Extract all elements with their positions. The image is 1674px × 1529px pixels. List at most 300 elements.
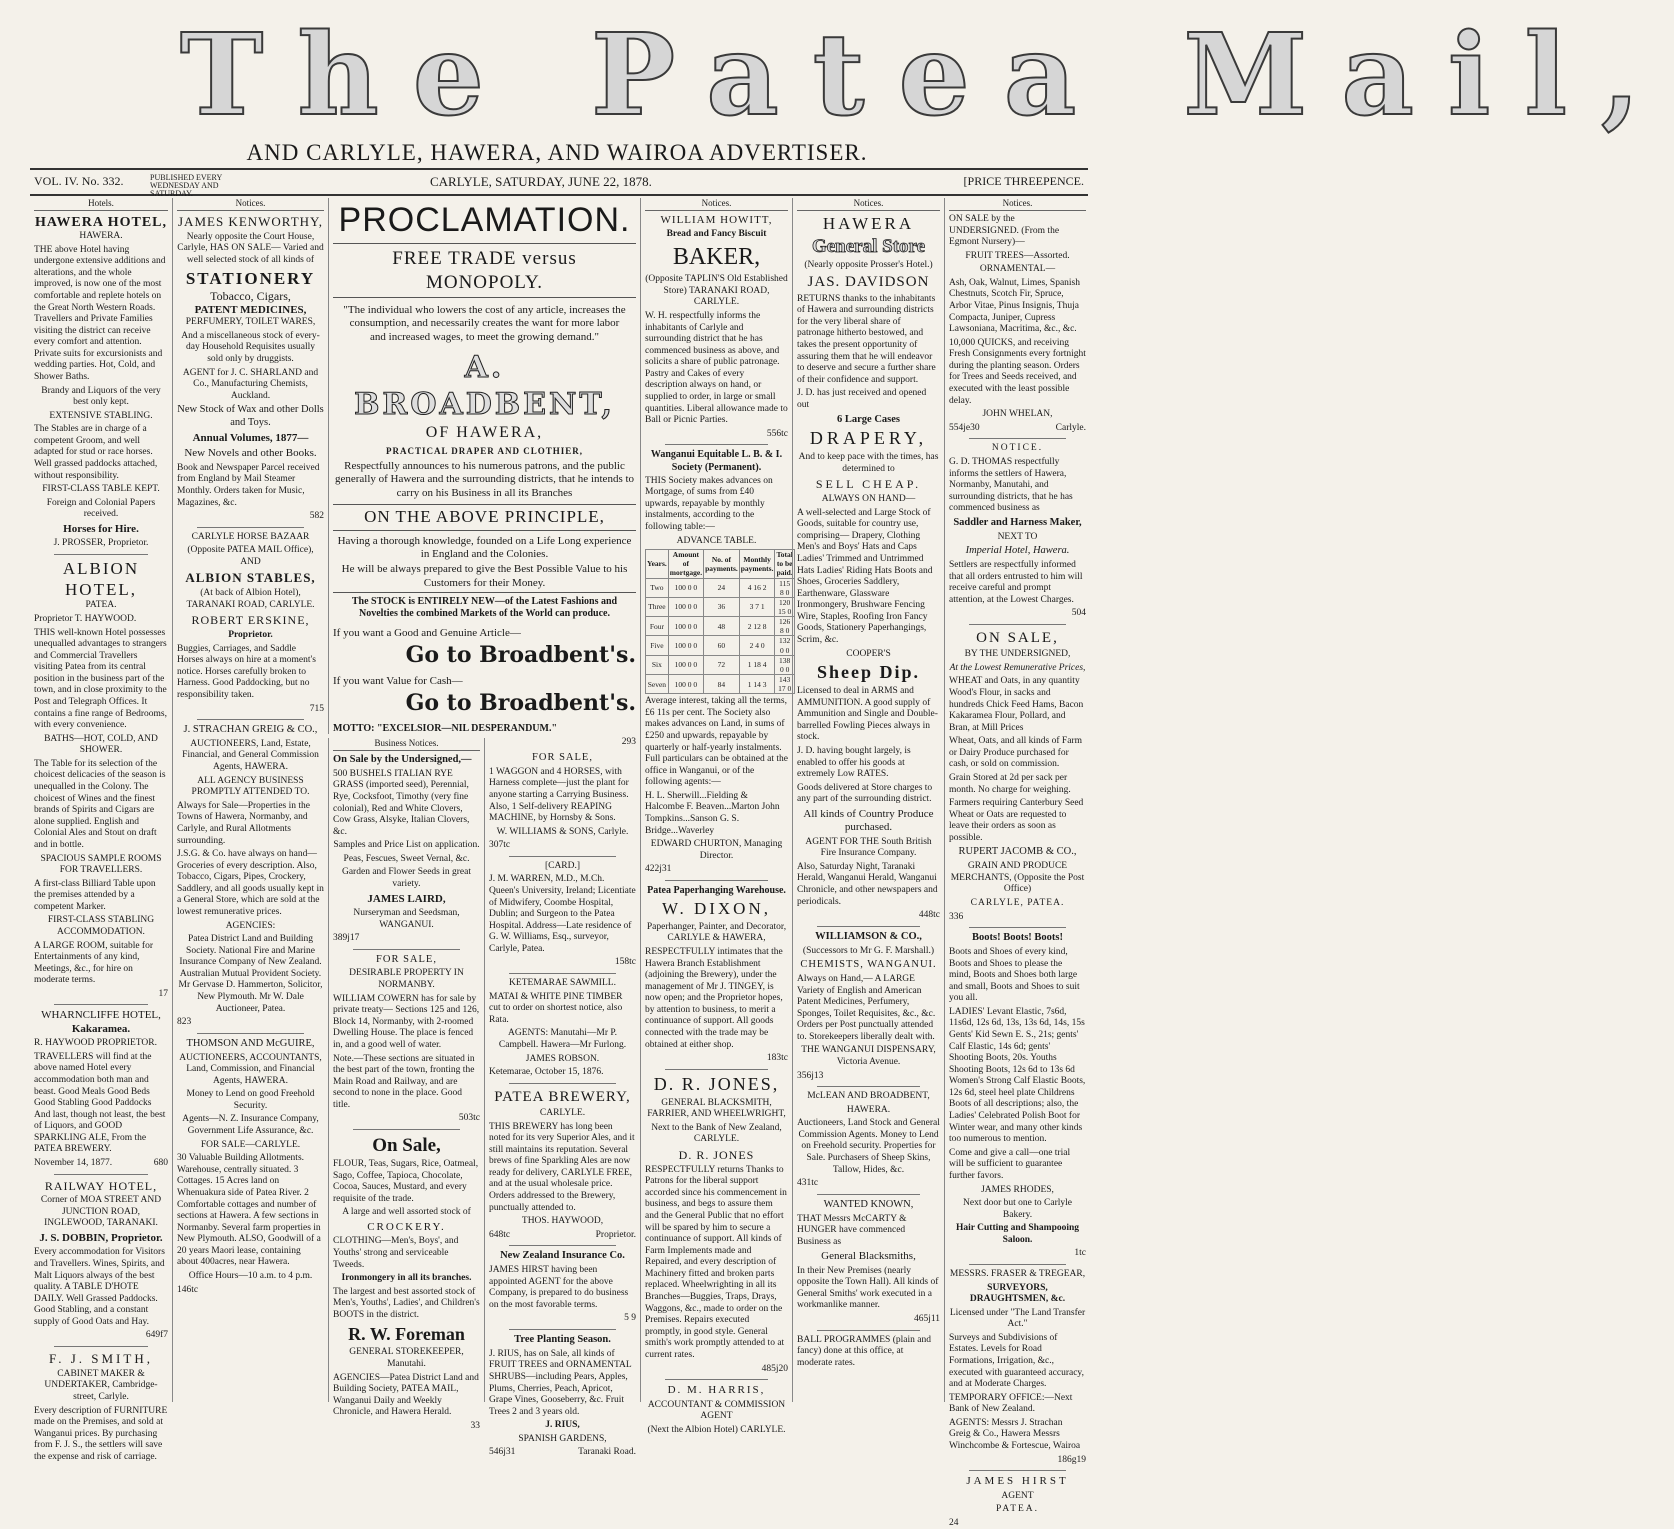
divider <box>817 926 920 927</box>
bazaar-proprietor: Proprietor. <box>228 630 273 641</box>
rhodes-hair: Hair Cutting and Shampooing Saloon. <box>955 1223 1080 1245</box>
hirst-ref: 24 <box>949 1517 959 1528</box>
bazaar-proprietor-name: ROBERT ERSKINE, <box>191 613 310 628</box>
greig-agencies: AGENCIES: <box>225 920 276 931</box>
table-header: No. of payments. <box>704 550 740 578</box>
table-cell: 1 18 4 <box>739 655 775 674</box>
davidson-also: Also, Saturday Night, Taranaki Herald, Wanganui Herald, Wanganui Chronicle, and other newspapers and periodicals. <box>797 861 938 907</box>
harris-title: D. M. HARRIS, <box>667 1384 766 1397</box>
table-cell: Two <box>646 578 669 597</box>
bazaar-albion: ALBION STABLES, <box>185 570 316 586</box>
rhodes-name: JAMES RHODES, <box>981 1184 1054 1195</box>
rhodes-boots-head: Boots! Boots! Boots! <box>972 932 1063 944</box>
howitt-bread: Bread and Fancy Biscuit <box>666 229 767 240</box>
albion-hotel-proprietor: Proprietor T. HAYWOOD. <box>34 613 137 624</box>
jacomb-wheat2: Wheat, Oats, and all kinds of Farm or Dairy Produce purchased for cash, or sold on commission. <box>949 736 1082 770</box>
albion-hotel-body: THIS well-known Hotel possesses unequalled advantages to strangers and Commercial Travellers visiting Patea from its central position in the business part of the town, and in close proximity to the Post and Telegraph Offices. It contains a fine range of Bedrooms, with every convenience. <box>34 627 167 731</box>
newspaper-subtitle: AND CARLYLE, HAWERA, AND WAIROA ADVERTISER. <box>246 140 868 165</box>
fraser-ref: 186g19 <box>1057 1454 1086 1465</box>
albion-hotel-place: PATEA. <box>85 600 117 611</box>
broadbent-name: A. BROADBENT, <box>354 350 615 422</box>
davidson-coopers: COOPER'S <box>846 648 891 659</box>
hirst-agent: AGENT <box>1001 1490 1034 1501</box>
howitt-baker: BAKER, <box>672 243 761 270</box>
table-cell: 84 <box>704 674 740 693</box>
ball-programmes: BALL PROGRAMMES (plain and fancy) done at this office, at moderate rates. <box>797 1334 931 1368</box>
albion-hotel-baths: BATHS—HOT, COLD, AND SHOWER. <box>44 733 158 756</box>
wharncliffe-hotel-title: WHARNCLIFFE HOTEL, <box>41 1009 161 1022</box>
broadbent-want-value: If you want Value for Cash— <box>333 674 463 687</box>
railway-hotel-title: RAILWAY HOTEL, <box>44 1178 158 1193</box>
davidson-recv: J. D. has just received and opened out <box>797 388 927 410</box>
nz-insurance-body: JAMES HIRST having been appointed AGENT for the above Company, is prepared to do business on the most favorable terms. <box>489 1265 629 1310</box>
albion-hotel-room: A LARGE ROOM, suitable for Entertainments of any kind, Meetings, &c., for hire on moderate terms. <box>34 940 154 986</box>
thomas-ref: 504 <box>1071 608 1086 619</box>
rius-footer <box>489 1447 636 1459</box>
thomas-imperial: Imperial Hotel, Hawera. <box>965 545 1070 557</box>
wanganui-society-avg: Average interest, taking all the terms, £6 11s per cent. The Society also makes advances on Land, in sums of £250 and upwards, repayable by quarterly or half-yearly instalments. Full particulars can be obtained at the office in Wanganui, or of the following agents:— <box>645 696 788 788</box>
laird-ref: 389j17 <box>333 933 360 944</box>
table-header: Years. <box>646 550 669 578</box>
smith-trade: CABINET MAKER & UNDERTAKER, Cambridge-street, Carlyle. <box>44 1368 158 1403</box>
wharncliffe-ref: 680 <box>153 1158 168 1169</box>
laird-name: JAMES LAIRD, <box>367 892 446 905</box>
davidson-name: JAS. DAVIDSON <box>807 274 930 291</box>
issue-date: CARLYLE, SATURDAY, JUNE 22, 1878. <box>430 174 652 189</box>
jacomb-trade: GRAIN AND PRODUCE MERCHANTS, (Opposite the Post Office) <box>950 861 1085 895</box>
store-name: General Store <box>811 235 926 257</box>
whelan-quicks: 10,000 QUICKS, and receiving Fresh Consignments every fortnight during the planting season. Orders for Trees and Seeds received, and executed with the least possible delay. <box>949 337 1086 406</box>
table-cell: 36 <box>704 597 740 616</box>
wanganui-society-title: Wanganui Equitable L. B. & I. Society (Permanent). <box>650 449 783 473</box>
davidson-body: RETURNS thanks to the inhabitants of Hawera and surrounding districts for the very liberal share of patronage hitherto bestowed, and takes the present opportunity of assuring them that he will endeavor to deserve and secure a further share of their confidence and support. <box>797 293 936 385</box>
divider <box>665 1379 768 1380</box>
railway-hotel-address: Corner of MOA STREET AND JUNCTION ROAD, INGLEWOOD, TARANAKI. <box>40 1195 162 1229</box>
hawera-hotel-horses: Horses for Hire. <box>63 522 139 535</box>
cowern-forsale: FOR SALE, <box>376 953 437 965</box>
brewery-place: CARLYLE. <box>539 1107 586 1118</box>
dixon-name: W. DIXON, <box>661 899 771 919</box>
thomson-body: 30 Valuable Building Allotments. Warehouse, centrally situated. 3 Cottages. 15 Acres land on Whenuakura side of Patea River. 2 Comfortable cottages and number of sections at Hawera. A few sections in Normanby. Several farm properties in New Plymouth. ALSO, Goodwill of a 20 years Maori lease, containing about 400acres, near Hawera. <box>177 1153 321 1268</box>
table-cell: 24 <box>704 578 740 597</box>
whelan-ornamental: ORNAMENTAL— <box>979 264 1056 275</box>
wanted-body: THAT Messrs McCARTY & HUNGER have commenced Business as <box>797 1213 907 1247</box>
cowern-body: WILLIAM COWERN has for sale by private treaty— Sections 125 and 126, Block 14, Normanby, with 2-roomed Dwelling House. The place is fenced in, and a good well of water. <box>333 993 480 1050</box>
hirst-title: JAMES HIRST <box>966 1475 1069 1488</box>
column-heading: Notices. <box>177 198 324 211</box>
table-cell: 48 <box>704 617 740 636</box>
albion-hotel-sample: SPACIOUS SAMPLE ROOMS FOR TRAVELLERS. <box>40 853 162 876</box>
table-cell: 100 0 0 <box>668 597 703 616</box>
thomas-saddler: Saddler and Harness Maker, <box>953 516 1082 528</box>
divider <box>54 1346 148 1347</box>
williams-name: W. WILLIAMS & SONS, Carlyle. <box>496 826 629 837</box>
harris-address: (Next the Albion Hotel) CARLYLE. <box>647 1424 786 1435</box>
kenworthy-body: And a miscellaneous stock of every-day Household Requisites usually sold only by druggists. <box>181 330 320 365</box>
foreman-storekeeper: GENERAL STOREKEEPER, Manutahi. <box>349 1347 464 1370</box>
divider <box>509 1329 616 1330</box>
foreman-ironmongery: Ironmongery in all its branches. <box>341 1273 472 1284</box>
rye-samples: Samples and Price List on application. <box>333 840 480 851</box>
nz-insurance-ref: 5 9 <box>624 1313 636 1324</box>
greig-title: J. STRACHAN GREIG & CO., <box>183 724 318 736</box>
table-cell: 4 16 2 <box>739 578 775 597</box>
kenworthy-wax: New Stock of Wax and other Dolls and Toys. <box>177 404 324 429</box>
davidson-onhand: ALWAYS ON HAND— <box>821 494 916 505</box>
advance-table-title: ADVANCE TABLE. <box>676 535 757 546</box>
bazaar-address: (Opposite PATEA MAIL Office), AND <box>187 545 314 567</box>
hawera-hotel-proprietor: J. PROSSER, Proprietor. <box>53 538 149 549</box>
thomas-intro: G. D. THOMAS respectfully informs the settlers of Hawera, Normanby, Manutahi, and surrounding districts, that he has commenced business as <box>949 456 1073 514</box>
rius-address: Taranaki Road. <box>578 1447 636 1458</box>
table-row <box>646 674 795 693</box>
hawera-hotel-stabling: EXTENSIVE STABLING. <box>49 410 153 421</box>
davidson-onhand-body: A well-selected and Large Stock of Goods, suitable for country use, comprising— Drapery, Clothing Men's and Boys' Hats and Caps Ladies' Trimmed and Untrimmed Hats Ladies' Riding Hats Boots and Shoes, Groceries Saddlery, Earthenware, Glassware Ironmongery, Brushware Fencing Wire, Staples, Roofing Iron Fancy Goods, Stationery Paperhangings, Scrim, &c. <box>797 507 933 645</box>
foreman-crockery: CROCKERY. <box>367 1221 446 1234</box>
column-heading: Hotels. <box>34 198 168 211</box>
wanted-title: WANTED KNOWN, <box>823 1198 914 1210</box>
sawmill-robson: JAMES ROBSON. <box>525 1053 600 1064</box>
jacomb-place: CARLYLE, PATEA. <box>970 897 1065 908</box>
albion-hotel-ref: 17 <box>158 988 168 999</box>
column-notices-1 <box>172 198 328 1402</box>
whelan-footer <box>949 423 1086 435</box>
rye-onsale: On Sale by the Undersigned,— <box>333 753 472 765</box>
howitt-title: WILLIAM HOWITT, <box>660 213 773 226</box>
foreman-boots: The largest and best assorted stock of Men's, Youths', Ladies', and Children's BOOTS in the district. <box>333 1286 480 1320</box>
foreman-flour: FLOUR, Teas, Sugars, Rice, Oatmeal, Sago, Coffee, Tapioca, Chocolate, Cocoa, Sauces, Mustard, and every requisite of the trade. <box>333 1159 479 1204</box>
wanganui-society-ref: 422j31 <box>645 864 672 875</box>
laird-trade: Nurseryman and Seedsman, WANGANUI. <box>353 907 460 930</box>
broadbent-goto-1: Go to Broadbent's. <box>405 642 636 669</box>
kenworthy-tobacco: Tobacco, Cigars, <box>210 289 291 304</box>
sawmill-title: KETEMARAE SAWMILL. <box>509 978 616 989</box>
thomson-agents: Agents—N. Z. Insurance Company, Government Life Assurance, &c. <box>182 1114 319 1137</box>
table-cell: Three <box>646 597 669 616</box>
albion-hotel-stabling: FIRST-CLASS STABLING ACCOMMODATION. <box>47 915 155 937</box>
store-address: (Nearly opposite Prosser's Hotel.) <box>804 259 933 270</box>
foreman-name: R. W. Foreman <box>348 1323 465 1344</box>
mclean-ref: 431tc <box>797 1178 819 1189</box>
brewery-ref: 648tc <box>489 1229 511 1240</box>
rius-ref: 546j31 <box>489 1447 516 1458</box>
divider <box>54 1174 148 1175</box>
rye-body: 500 BUSHELS ITALIAN RYE GRASS (imported seed), Perennial, Rye, Cocksfoot, Timothy (very fine colonial), Red and White Clovers, Cow Grass, Alsyke, Italian Clovers, &c. <box>333 768 470 837</box>
table-cell: 1 14 3 <box>739 674 775 693</box>
davidson-sheep-dip: Sheep Dip. <box>816 662 921 683</box>
kenworthy-title: JAMES KENWORTHY, <box>178 213 323 229</box>
table-cell: 100 0 0 <box>668 674 703 693</box>
davidson-delivered: Goods delivered at Store charges to any part of the surrounding district. <box>797 782 933 805</box>
divider <box>817 1330 920 1331</box>
davidson-agent: AGENT FOR THE South British Fire Insurance Company. <box>805 836 932 859</box>
brewery-title: PATEA BREWERY, <box>494 1088 631 1105</box>
jones-trade: GENERAL BLACKSMITH, FARRIER, AND WHEELWRIGHT, <box>647 1097 786 1120</box>
hawera-hotel-brandy: Brandy and Liquors of the very best only kept. <box>41 385 161 408</box>
sawmill-date: Ketemarae, October 15, 1876. <box>489 1067 604 1078</box>
wanganui-society-agents: H. L. Sherwill...Fielding & Halcombe F. Beaven...Marton John Tompkins...Sanson G. S. Bridge...Waverley <box>645 790 780 836</box>
wharncliffe-date-text: November 14, 1877. <box>34 1158 113 1169</box>
table-row <box>646 578 795 597</box>
kenworthy-stationery: STATIONERY <box>185 268 316 288</box>
table-cell: 143 17 0 <box>775 674 794 693</box>
column-heading: Notices. <box>645 198 788 211</box>
price: [PRICE THREEPENCE. <box>963 174 1084 188</box>
wanganui-society-body: THIS Society makes advances on Mortgage, of sums from £40 upwards, repayable by monthly instalments, according to the following table:— <box>645 475 773 532</box>
hawera-hotel-title: HAWERA HOTEL, <box>34 214 168 230</box>
rhodes-address: Next door but one to Carlyle Bakery. <box>963 1198 1072 1220</box>
williamson-ref: 356j13 <box>797 1070 824 1081</box>
table-row <box>646 655 795 674</box>
fraser-temp: TEMPORARY OFFICE:—Next Bank of New Zealand. <box>949 1392 1073 1415</box>
greig-sale: Always for Sale—Properties in the Towns of Hawera, Normanby, and Carlyle, and Rural Allotments surrounding. <box>177 800 310 846</box>
davidson-country: All kinds of Country Produce purchased. <box>803 807 934 834</box>
paperhanging-title: Patea Paperhanging Warehouse. <box>647 884 786 896</box>
bazaar-title: CARLYLE HORSE BAZAAR <box>191 531 310 542</box>
table-cell: 100 0 0 <box>668 655 703 674</box>
greig-agency: ALL AGENCY BUSINESS PROMPTLY ATTENDED TO. <box>191 775 310 798</box>
publication-schedule: PUBLISHED EVERY WEDNESDAY AND SATURDAY. <box>150 173 222 198</box>
divider <box>509 1245 616 1246</box>
kenworthy-agent: AGENT for J. C. SHARLAND and Co., Manufacturing Chemists, Auckland. <box>182 367 319 401</box>
proclamation-quote: "The individual who lowers the cost of any article, increases the consumption, and necessarily creates the want for more labor and increased wages, to meet the growing demand." <box>343 303 626 343</box>
table-row <box>646 597 795 616</box>
wanganui-society-manager: EDWARD CHURTON, Managing Director. <box>650 839 783 861</box>
rye-garden: Garden and Flower Seeds in great variety. <box>341 867 471 889</box>
cowern-note: Note.—These sections are situated in the best part of the town, fronting the Main Road and Railway, and are second to none in the place. Good title. <box>333 1053 475 1110</box>
thomas-nextto: NEXT TO <box>997 531 1038 542</box>
whelan-ref: 554je30 <box>949 422 980 433</box>
wharncliffe-hotel-body: TRAVELLERS will find at the above named Hotel every accommodation both man and beast. Good Meals Good Beds Good Stabling Good Paddocks And last, though not least, the best of Liquors, and GOOD SPARKLING ALE, From the PATEA BREWERY. <box>34 1051 166 1155</box>
albion-hotel-title: ALBION HOTEL, <box>62 558 140 599</box>
tree-planting-title: Tree Planting Season. <box>514 1334 611 1346</box>
warren-ref: 158tc <box>614 957 636 968</box>
kenworthy-patent: PATENT MEDICINES, <box>194 303 307 316</box>
table-row <box>646 617 795 636</box>
railway-hotel-ref: 649f7 <box>145 1330 168 1341</box>
column-notices-3 <box>792 198 944 1402</box>
warren-body: J. M. WARREN, M.D., M.Ch. Queen's University, Ireland; Licentiate of Midwifery, Coombe Hospital, Dublin; and Surgeon to the Patea Hospital. Address—Late residence of G. W. Williams, Esq., surveyor, Carlyle, Patea. <box>489 874 636 954</box>
newspaper-title: The Patea Mail, <box>180 10 1674 141</box>
kenworthy-perfumery: PERFUMERY, TOILET WARES, <box>185 317 316 328</box>
column-hotels <box>30 198 172 1462</box>
foreman-onsale: On Sale, <box>372 1135 441 1156</box>
table-cell: 138 0 0 <box>775 655 794 674</box>
bazaar-at: (At back of Albion Hotel), TARANAKI ROAD, CARLYLE. <box>186 588 315 610</box>
table-cell: 115 8 0 <box>775 578 794 597</box>
broadbent-prepared: He will be always prepared to give the Best Possible Value to his Customers for their Money. <box>341 563 628 589</box>
table-cell: Six <box>646 655 669 674</box>
davidson-cases: 6 Large Cases <box>837 413 900 425</box>
divider <box>817 1086 920 1087</box>
brewery-footer <box>489 1230 636 1242</box>
divider <box>665 1069 768 1070</box>
jacomb-lowest: At the Lowest Remunerative Prices, <box>949 662 1086 673</box>
table-header: Total to be paid. <box>776 550 793 578</box>
table-header: Monthly payments. <box>739 550 775 578</box>
davidson-bought: J. D. having bought largely, is enabled to offer his goods at extremely Low RATES. <box>797 746 911 780</box>
table-cell: 72 <box>704 655 740 674</box>
divider <box>197 527 304 528</box>
broadbent-announce: Respectfully announces to his numerous patrons, and the public generally of Hawera and the surrounding districts, that he intends to carry on his Business in all its Branches <box>334 459 635 499</box>
williamson-title: WILLIAMSON & CO., <box>815 930 922 942</box>
jones-body: RESPECTFULLY returns Thanks to Patrons for the liberal support accorded since his commencement in business, and begs to assure them and the General Public that no effort will be spared by him to secure a continuance of support. All kinds of Farm Implements made and Repaired, and every description of Machinery fitted and broken parts replaced. Wheelwrighting in all its Branches—Buggies, Traps, Drays, Waggons, &c., made to order on the Premises. Repairs executed promptly, in good style. General smith's work promptly attended to at current rates. <box>645 1164 787 1360</box>
jacomb-by: BY THE UNDERSIGNED, <box>964 649 1071 660</box>
wanted-ref: 465j11 <box>913 1314 940 1324</box>
mclean-body: Auctioneers, Land Stock and General Commission Agents. Money to Lend on Freehold security. Properties for Sale. Purchasers of Sheep Skins, Tallow, Hides, &c. <box>797 1118 940 1175</box>
bazaar-body: Buggies, Carriages, and Saddle Horses always on hire at a moment's notice. Horses carefully broken to Harness. Good Paddocking, but no responsibility taken. <box>177 643 316 700</box>
smith-title: F. J. SMITH, <box>49 1351 153 1367</box>
divider <box>197 719 304 720</box>
broadbent-principle: ON THE ABOVE PRINCIPLE, <box>333 504 636 531</box>
column-notices-2 <box>640 198 793 1435</box>
jacomb-grain: Grain Stored at 2d per sack per month. No charge for weighing. <box>949 772 1071 795</box>
column-business-notices <box>328 738 484 1431</box>
divider <box>665 880 768 881</box>
table-cell: 120 15 0 <box>775 597 794 616</box>
table-row <box>646 636 795 655</box>
jacomb-farmers: Farmers requiring Canterbury Seed Wheat or Oats are requested to leave their orders as soon as possible. <box>949 798 1084 843</box>
hawera-hotel-table: FIRST-CLASS TABLE KEPT. <box>42 484 160 495</box>
divider <box>54 1004 148 1005</box>
fraser-surveys: Surveys and Subdivisions of Estates. Levels for Road Formations, Irrigation, &c., executed with guaranteed accuracy, and at Moderate Charges. <box>949 1332 1084 1390</box>
column-business-notices-2 <box>484 738 640 1458</box>
greig-ref: 823 <box>177 1017 192 1028</box>
table-cell: 2 12 8 <box>739 617 775 636</box>
thomson-money: Money to Lend on good Freehold Security. <box>186 1089 315 1111</box>
divider <box>353 949 460 950</box>
table-cell: 132 0 0 <box>775 636 794 655</box>
mclean-place: HAWERA. <box>846 1104 891 1115</box>
rius-name: J. RIUS, <box>545 1420 580 1431</box>
cowern-desirable: DESIRABLE PROPERTY IN NORMANBY. <box>349 968 464 991</box>
whelan-name: JOHN WHELAN, <box>982 409 1053 420</box>
fraser-licensed: Licensed under "The Land Transfer Act." <box>949 1307 1086 1330</box>
broadbent-goto-2: Go to Broadbent's. <box>405 690 636 717</box>
greig-list: Patea District Land and Building Society. National Fire and Marine Insurance Company of New Zealand. Australian Mutual Provident Society. Mr Gervase D. Hammerton, Solicitor, New Plymouth. Mr W. Dale Auctioneer, Patea. <box>178 934 323 1014</box>
warren-card: [CARD.] <box>544 860 581 871</box>
table-cell: 60 <box>704 636 740 655</box>
column-heading: Business Notices. <box>333 738 480 751</box>
harris-trade: ACCOUNTANT & COMMISSION AGENT <box>647 1399 786 1422</box>
table-header: Amount of mortgage. <box>669 550 703 578</box>
jones-address: Next to the Bank of New Zealand, CARLYLE. <box>651 1122 782 1145</box>
fraser-title: MESSRS. FRASER & TREGEAR, <box>949 1268 1086 1279</box>
rhodes-ladies: LADIES' Levant Elastic, 7s6d, 11s6d, 12s 6d, 13s, 13s 6d, 14s, 15s Gents' Kid Sewn E. S., 21s; gents' Calf Elastic, 14s 6d; gents' Shooting Boots, 20s. Youths Shooting Boots, 12s 6d to 13s 6d Women's Strong Calf Elastic Boots, 12s 6d, steel heel plate Childrens Boots of all descriptions; also, the Ladies' Celebrated Polish Boot for Winter wear, and many other kinds too numerous to mention. <box>949 1006 1086 1145</box>
whelan-fruit: FRUIT TREES—Assorted. <box>965 250 1070 261</box>
williamson-sub: (Successors to Mr G. F. Marshall.) <box>802 945 935 956</box>
smith-body: Every description of FURNITURE made on the Premises, and sold at Wanganui prices. By purchasing from F. J. S., the settlers will save the expense and risk of carriage. <box>34 1405 168 1462</box>
table-cell: 100 0 0 <box>668 617 703 636</box>
howitt-ref: 556tc <box>766 428 788 439</box>
divider <box>969 624 1066 625</box>
divider <box>197 1033 304 1034</box>
broadbent-knowledge: Having a thorough knowledge, founded on a Life Long experience in England and the Colonies. <box>337 534 632 561</box>
hawera-hotel-stabling-body: The Stables are in charge of a competent Groom, and well adapted for stud or race horses. Well grassed paddocks attached, without responsibility. <box>34 424 158 481</box>
free-trade-heading: FREE TRADE versus MONOPOLY. <box>333 243 636 297</box>
kenworthy-annual: Annual Volumes, 1877— <box>192 431 309 444</box>
rye-peas: Peas, Fescues, Sweet Vernal, &c. <box>343 853 470 864</box>
whelan-orn-body: Ash, Oak, Walnut, Limes, Spanish Chestnuts, Scotch Fir, Spruce, Arbor Vitae, Pinus Insignis, Thuja Compacta, Juniper, Cupress Lawsoniana, Macritima, &c., &c. <box>949 277 1080 335</box>
thomson-sale: FOR SALE—CARLYLE. <box>200 1139 301 1150</box>
brewery-proprietor: Proprietor. <box>595 1229 636 1240</box>
table-cell: Four <box>646 617 669 636</box>
divider <box>817 1194 920 1195</box>
divider <box>969 1470 1066 1471</box>
hirst-place: PATEA. <box>995 1504 1040 1515</box>
hawera-hotel-place: HAWERA. <box>79 231 123 242</box>
jacomb-name: RUPERT JACOMB & CO., <box>958 846 1077 858</box>
rhodes-boots-body: Boots and Shoes of every kind, Boots and Shoes to please the mind, Boots and Shoes both large and small, Boots and Shoes to suit you all. <box>949 946 1080 1004</box>
davidson-ref: 448tc <box>918 910 940 921</box>
albion-hotel-table: The Table for its selection of the choicest delicacies of the season is unequalled in the Colony. The choicest of Wines and the finest brands of Spirits and Cigars are alone supplied. English and Colonial Ales and Stout on draft and in bottle. <box>34 758 166 850</box>
table-cell: 100 0 0 <box>668 578 703 597</box>
table-cell: 126 8 0 <box>775 617 794 636</box>
kenworthy-ref: 582 <box>309 511 324 522</box>
williamson-dispensary: THE WANGANUI DISPENSARY, Victoria Avenue. <box>801 1045 936 1067</box>
broadbent-ref: 293 <box>621 737 636 748</box>
railway-hotel-body: Every accommodation for Visitors and Travellers. Wines, Spirits, and Malt Liquors always of the best quality. A TABLE D'HOTE DAILY. Well Grassed Paddocks. Good Stabling, and a constant supply of Good Oats and Hay. <box>34 1247 165 1327</box>
davidson-drapery: DRAPERY, <box>809 428 928 449</box>
foreman-crockery-intro: A large and well assorted stock of <box>342 1207 471 1218</box>
volume-number: VOL. IV. No. 332. <box>34 174 124 188</box>
thomas-body: Settlers are respectfully informed that all orders entrusted to him will receive careful and prompt attention, at the Lowest Charges. <box>949 560 1083 605</box>
wagon-forsale: FOR SALE, <box>532 752 593 763</box>
divider <box>509 973 616 974</box>
thomson-office: Office Hours—10 a.m. to 4 p.m. <box>188 1270 313 1281</box>
broadbent-draper: PRACTICAL DRAPER AND CLOTHIER, <box>385 445 584 456</box>
dixon-body: RESPECTFULLY intimates that the Hawera Branch Establishment (adjoining the Brewery), under the management of Mr J. TINGEY, is now open; and the Proprietor hopes, by attention to business, to merit a continuance of support. All goods connected with the trade may be obtained at either shop. <box>645 947 783 1050</box>
mclean-title: McLEAN AND BROADBENT, <box>807 1091 930 1102</box>
table-cell: Seven <box>646 674 669 693</box>
howitt-body: W. H. respectfully informs the inhabitants of Carlyle and surrounding district that he has commenced business as above, and solicits a share of public patronage. Pastry and Cakes of every description always on hand, or supplied to order, in large or small quantities. Liberal allowance made to Ball or Picnic Parties. <box>645 310 788 426</box>
kenworthy-novels: New Novels and other Books. <box>184 447 317 460</box>
divider <box>969 927 1066 928</box>
williamson-chemists: CHEMISTS, WANGANUI. <box>800 959 937 971</box>
albion-hotel-billiard: A first-class Billiard Table upon the premises attended by a competent Marker. <box>34 878 156 912</box>
whelan-place: Carlyle. <box>1055 422 1086 433</box>
thomson-title: THOMSON AND McGUIRE, <box>186 1037 315 1049</box>
column-heading: Notices. <box>797 198 940 211</box>
cowern-ref: 503tc <box>458 1113 480 1124</box>
dixon-ref: 183tc <box>766 1053 788 1064</box>
divider <box>509 1083 616 1084</box>
hawera-hotel-body: THE above Hotel having undergone extensive additions and alterations, and the whole improved, is now one of the most comfortable and replete hotels on the Great North Western Roads. Travellers and Private Families visiting the district can receive every comfort and attention. Private suits for excursionists and wedding parties. Hot, Cold, and Shower Baths. <box>34 244 166 382</box>
broadbent-stock: The STOCK is ENTIRELY NEW—of the Latest Fashions and Novelties the combined Markets of the World can produce. <box>333 592 636 620</box>
jones-name-2: D. R. JONES <box>678 1148 755 1163</box>
rhodes-come: Come and give a call—one trial will be sufficient to guarantee further favors. <box>949 1147 1071 1181</box>
store-place: HAWERA <box>822 213 915 233</box>
railway-hotel-proprietor: J. S. DOBBIN, Proprietor. <box>39 1231 163 1244</box>
table-cell: Five <box>646 636 669 655</box>
thomson-ref: 146tc <box>177 1284 199 1295</box>
hawera-hotel-papers: Foreign and Colonial Papers received. <box>46 497 156 520</box>
divider <box>509 856 616 857</box>
fraser-agents: AGENTS: Messrs J. Strachan Greig & Co., Hawera Messrs Winchcombe & Fortescue, Wairoa <box>949 1417 1081 1452</box>
kenworthy-book: Book and Newspaper Parcel received from England by Mail Steamer Monthly. Orders taken for Music, Magazines, &c. <box>177 462 320 508</box>
wagon-body: 1 WAGGON and 4 HORSES, with Harness complete—just the plant for anyone starting a Carrying Business. Also, 1 Self-delivery REAPING MACHINE, by Hornsby & Sons. <box>489 766 629 824</box>
foreman-ref: 33 <box>470 1420 480 1431</box>
proclamation-title: PROCLAMATION. <box>338 201 631 239</box>
thomas-notice: NOTICE. <box>991 443 1044 454</box>
wanted-address: In their New Premises (nearly opposite the Town Hall). All kinds of General Smiths' work executed in a workmanlike manner. <box>797 1265 939 1311</box>
divider <box>969 438 1066 439</box>
kenworthy-address: Nearly opposite the Court House, Carlyle, HAS ON SALE— Varied and well selected stock of all kinds of <box>177 231 324 265</box>
advance-table <box>645 549 795 694</box>
davidson-sell: SELL CHEAP. <box>815 477 922 492</box>
table-header-row <box>646 550 795 578</box>
wharncliffe-hotel-place: Kakaramea. <box>71 1022 131 1035</box>
